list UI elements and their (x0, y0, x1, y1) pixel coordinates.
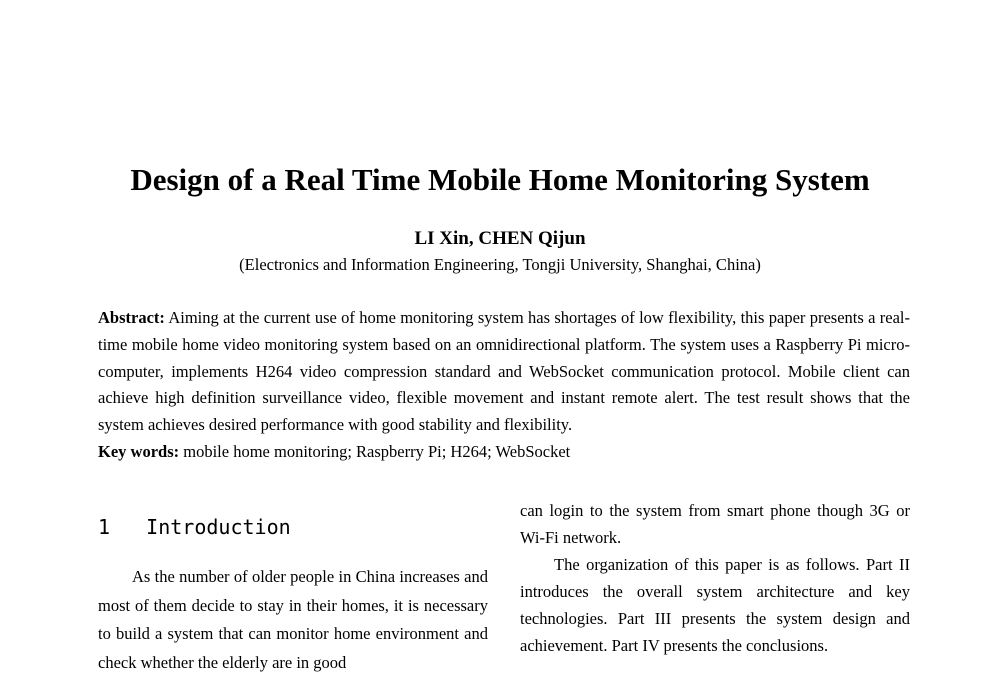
paper-title: Design of a Real Time Mobile Home Monitoring System (130, 162, 870, 197)
right-column-paragraph-1: can login to the system from smart phone though 3G or Wi-Fi network. (520, 501, 910, 547)
left-column-paragraph: As the number of older people in China increases and most of them decide to stay in their homes, it is necessary to build a system that can monitor home environment and check whether the elderly are in good (98, 567, 488, 672)
section-heading-introduction (98, 514, 291, 540)
abstract-text: Aiming at the current use of home monitoring system has shortages of low flexibility, this paper presents a real-time mobile home video monitoring system based on an omnidirectional platform. The system uses a Raspberry Pi micro-computer, implements H264 video compression standard and WebSocket communication protocol. Mobile client can achieve high definition surveillance video, flexible movement and instant remote alert. The test result shows that the system achieves desired performance with good stability and flexibility. (98, 308, 910, 435)
paper-authors: LI Xin, CHEN Qijun (414, 228, 586, 249)
abstract-block (98, 305, 910, 439)
keywords-block (98, 440, 910, 464)
paper-affiliation: (Electronics and Information Engineering, Tongji University, Shanghai, China) (239, 255, 761, 274)
keywords-label: Key words: (98, 442, 180, 461)
right-column-paragraph-2: The organization of this paper is as follows. Part II introduces the overall system architecture and key technologies. Part III presents the system design and achievement. Part IV presents the conclusions. (520, 555, 910, 655)
section-title: Introduction (146, 515, 291, 539)
abstract-label: Abstract: (98, 308, 165, 327)
section-number: 1 (98, 515, 111, 539)
right-column (520, 497, 910, 659)
keywords-text: mobile home monitoring; Raspberry Pi; H264; WebSocket (183, 442, 571, 461)
